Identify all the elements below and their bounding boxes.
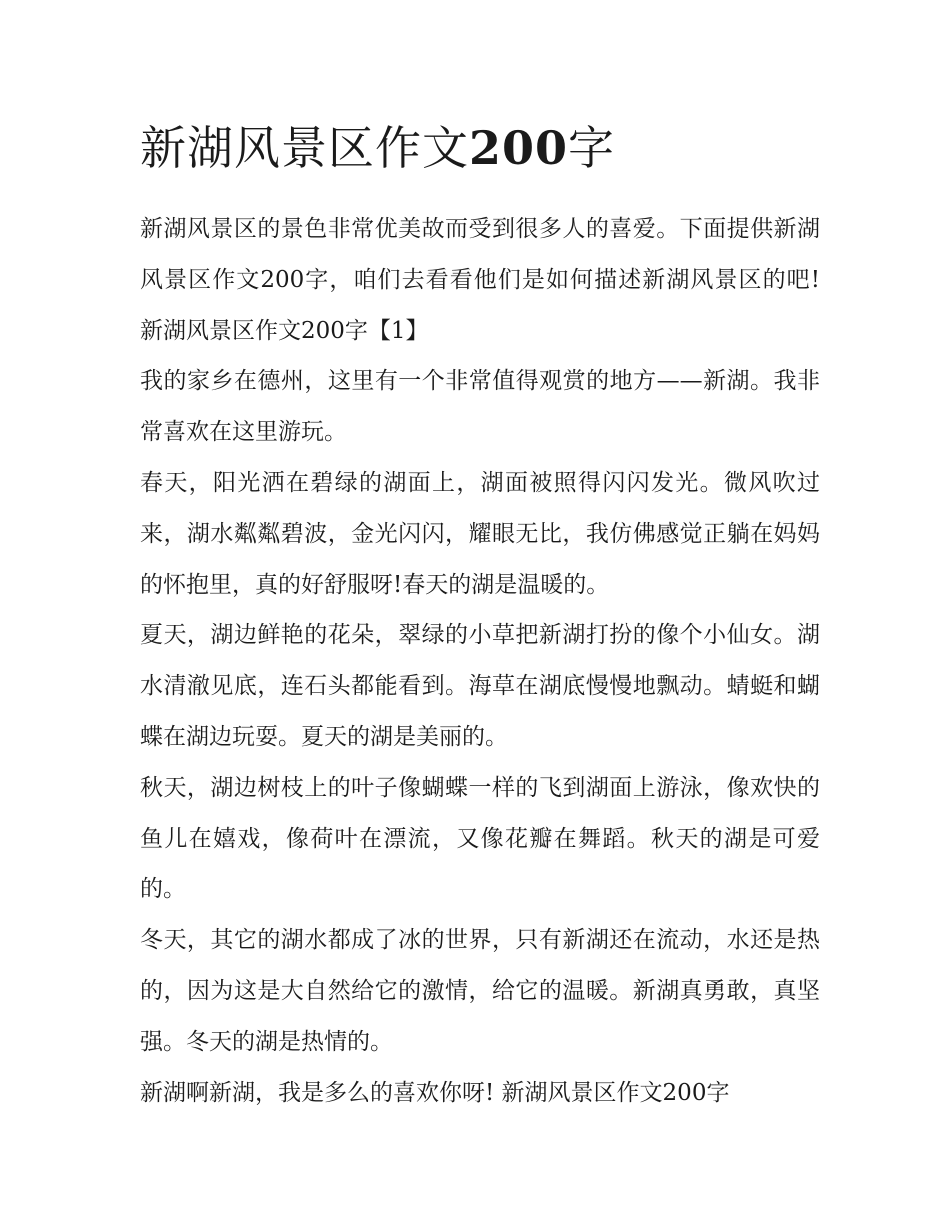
title-text: 新湖风景区作文 [140, 121, 469, 175]
paragraph-winter: 冬天，其它的湖水都成了冰的世界，只有新湖还在流动，水还是热的，因为这是大自然给它的激情，给它的温暖。新湖真勇敢，真坚强。冬天的湖是热情的。 [140, 927, 820, 1055]
document-title [140, 118, 820, 178]
document-page [140, 118, 820, 1118]
paragraph-closing: 新湖啊新湖，我是多么的喜欢你呀! 新湖风景区作文200字 [140, 1079, 730, 1106]
paragraph-intro: 新湖风景区的景色非常优美故而受到很多人的喜爱。下面提供新湖风景区作文200字，咱们去看看他们是如何描述新湖风景区的吧! 新湖风景区作文200字【1】 [140, 216, 820, 344]
title-suffix: 字 [568, 121, 616, 175]
paragraph-spring: 春天，阳光洒在碧绿的湖面上，湖面被照得闪闪发光。微风吹过来，湖水粼粼碧波，金光闪闪，耀眼无比，我仿佛感觉正躺在妈妈的怀抱里，真的好舒服呀!春天的湖是温暖的。 [140, 469, 820, 598]
title-number: 200 [469, 121, 569, 175]
document-body [140, 204, 820, 1118]
paragraph-autumn: 秋天，湖边树枝上的叶子像蝴蝶一样的飞到湖面上游泳，像欢快的鱼儿在嬉戏，像荷叶在漂流，又像花瓣在舞蹈。秋天的湖是可爱的。 [140, 774, 820, 903]
paragraph-summer: 夏天，湖边鲜艳的花朵，翠绿的小草把新湖打扮的像个小仙女。湖水清澈见底，连石头都能看到。海草在湖底慢慢地飘动。蜻蜓和蝴蝶在湖边玩耍。夏天的湖是美丽的。 [140, 622, 820, 750]
paragraph-hometown: 我的家乡在德州，这里有一个非常值得观赏的地方——新湖。我非常喜欢在这里游玩。 [140, 368, 820, 446]
